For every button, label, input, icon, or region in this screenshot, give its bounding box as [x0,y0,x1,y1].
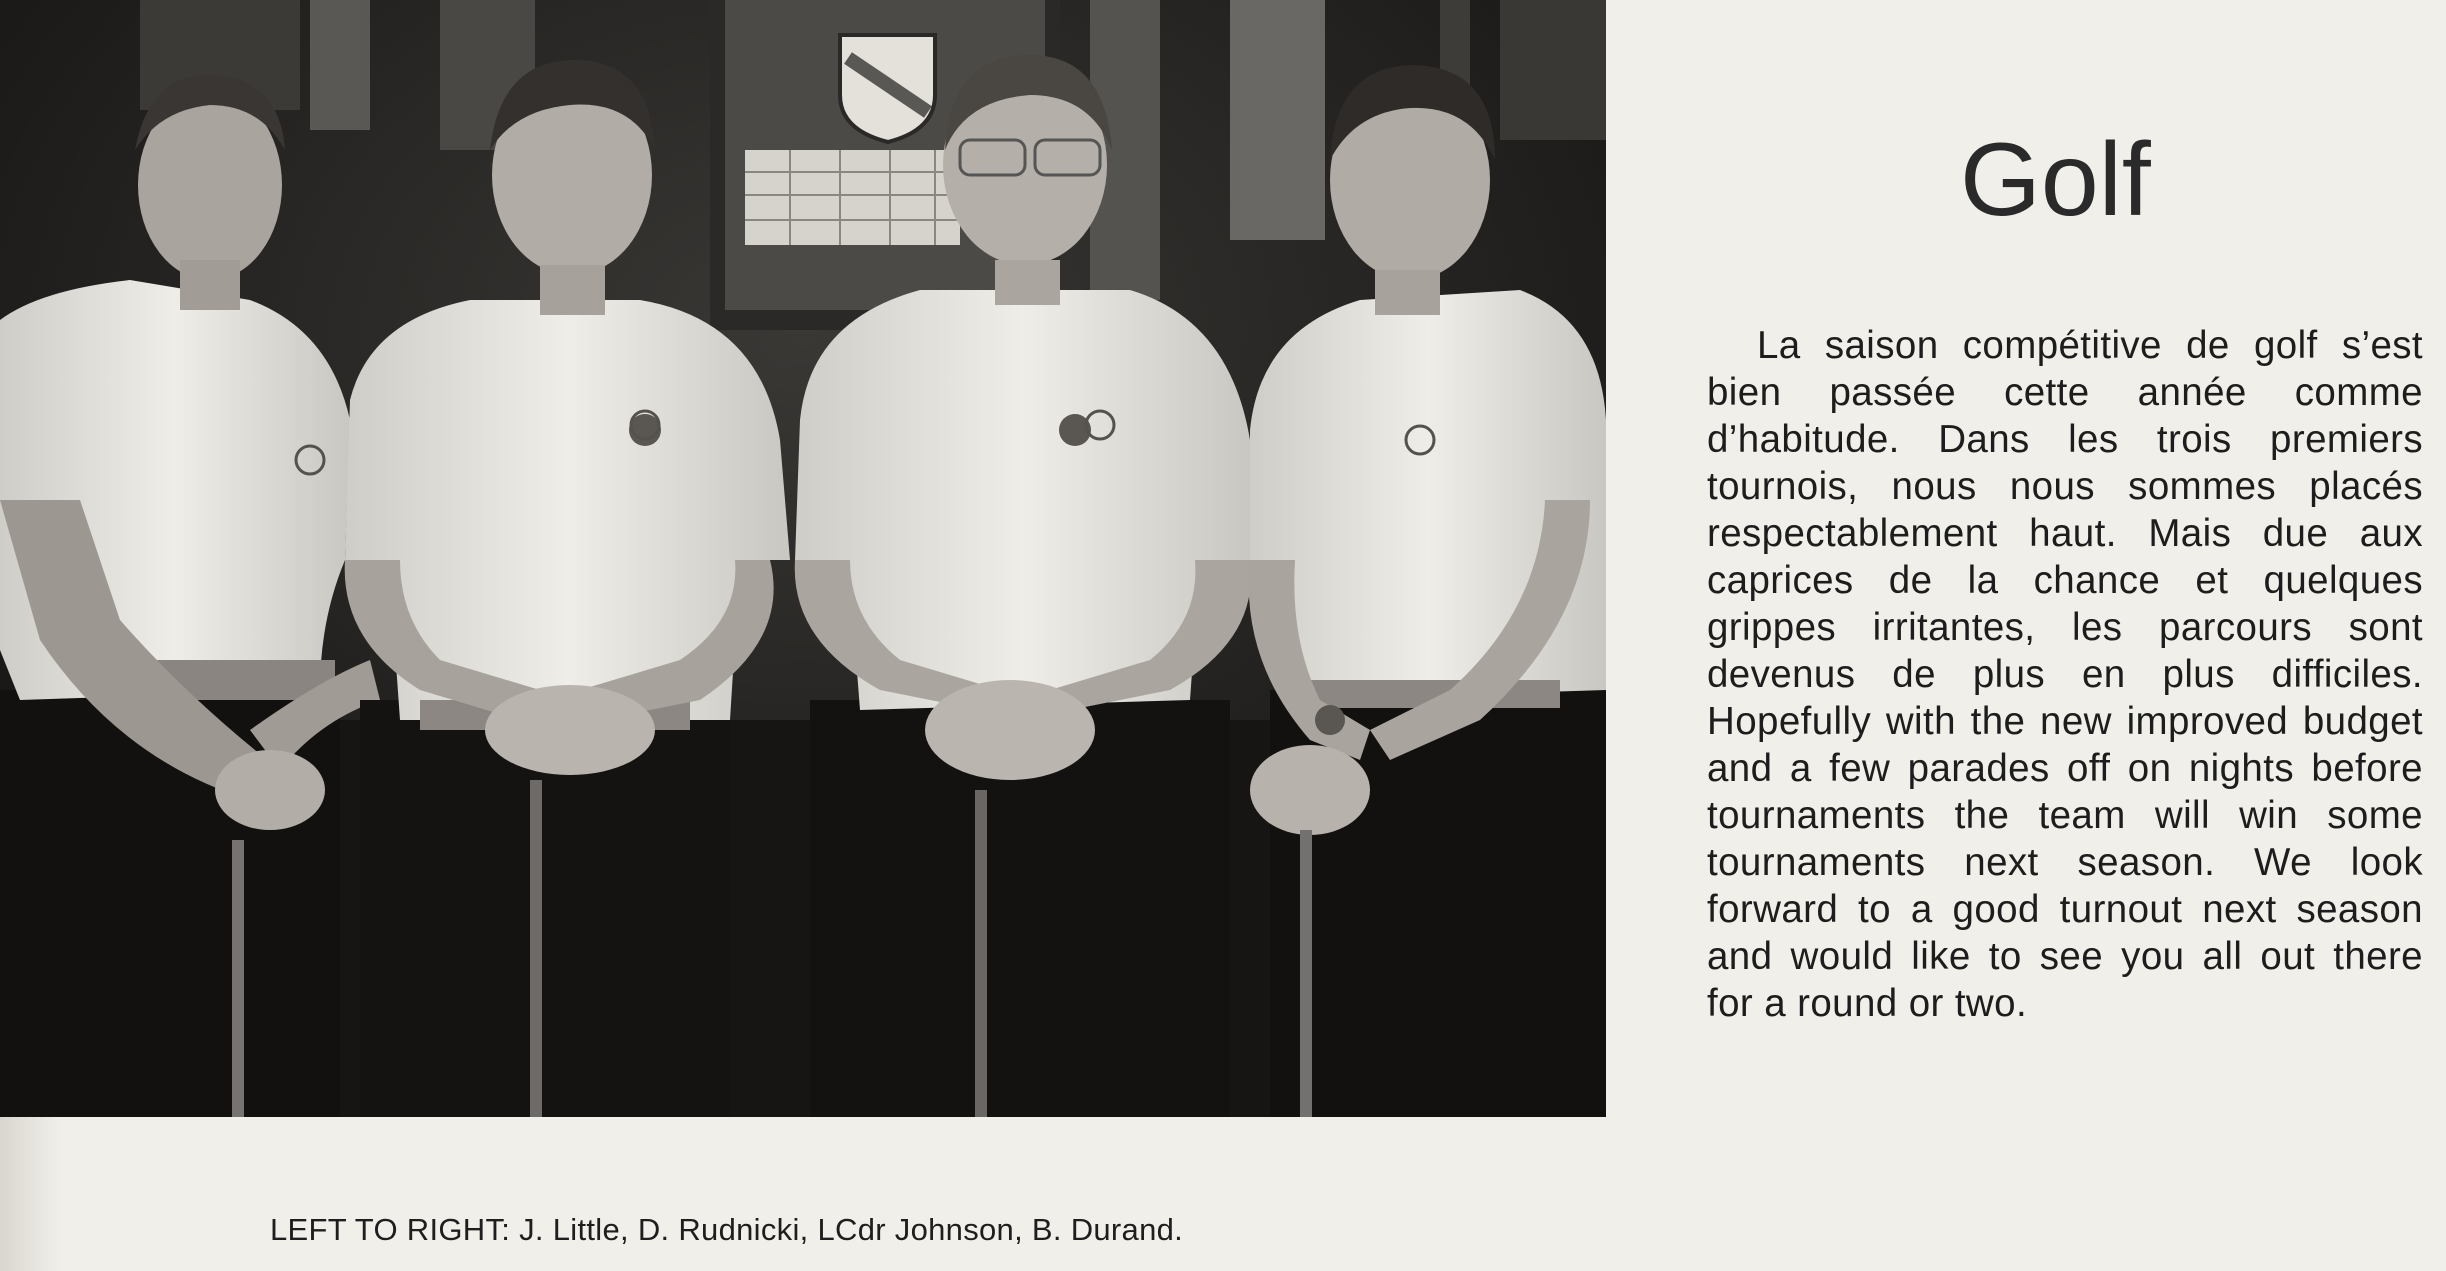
photo-caption: LEFT TO RIGHT: J. Little, D. Rudnicki, LCdr Johnson, B. Durand. [270,1212,1184,1247]
page-title: Golf [1960,122,2151,238]
article-body: La saison compétitive de golf s’est bien passée cette année comme d’habitude. Dans les trois premiers tournois, nous nous sommes placés respectablement haut. Mais due aux caprices de la chance et quelques grippes irritantes, les parcours sont devenus de plus en plus difficiles. Hopefully with the new improved budget and a few parades off on nights before tournaments the team will win some tournaments next season. We look forward to a good turnout next season and would like to see you all out there for a round or two. [1707,324,2423,1025]
